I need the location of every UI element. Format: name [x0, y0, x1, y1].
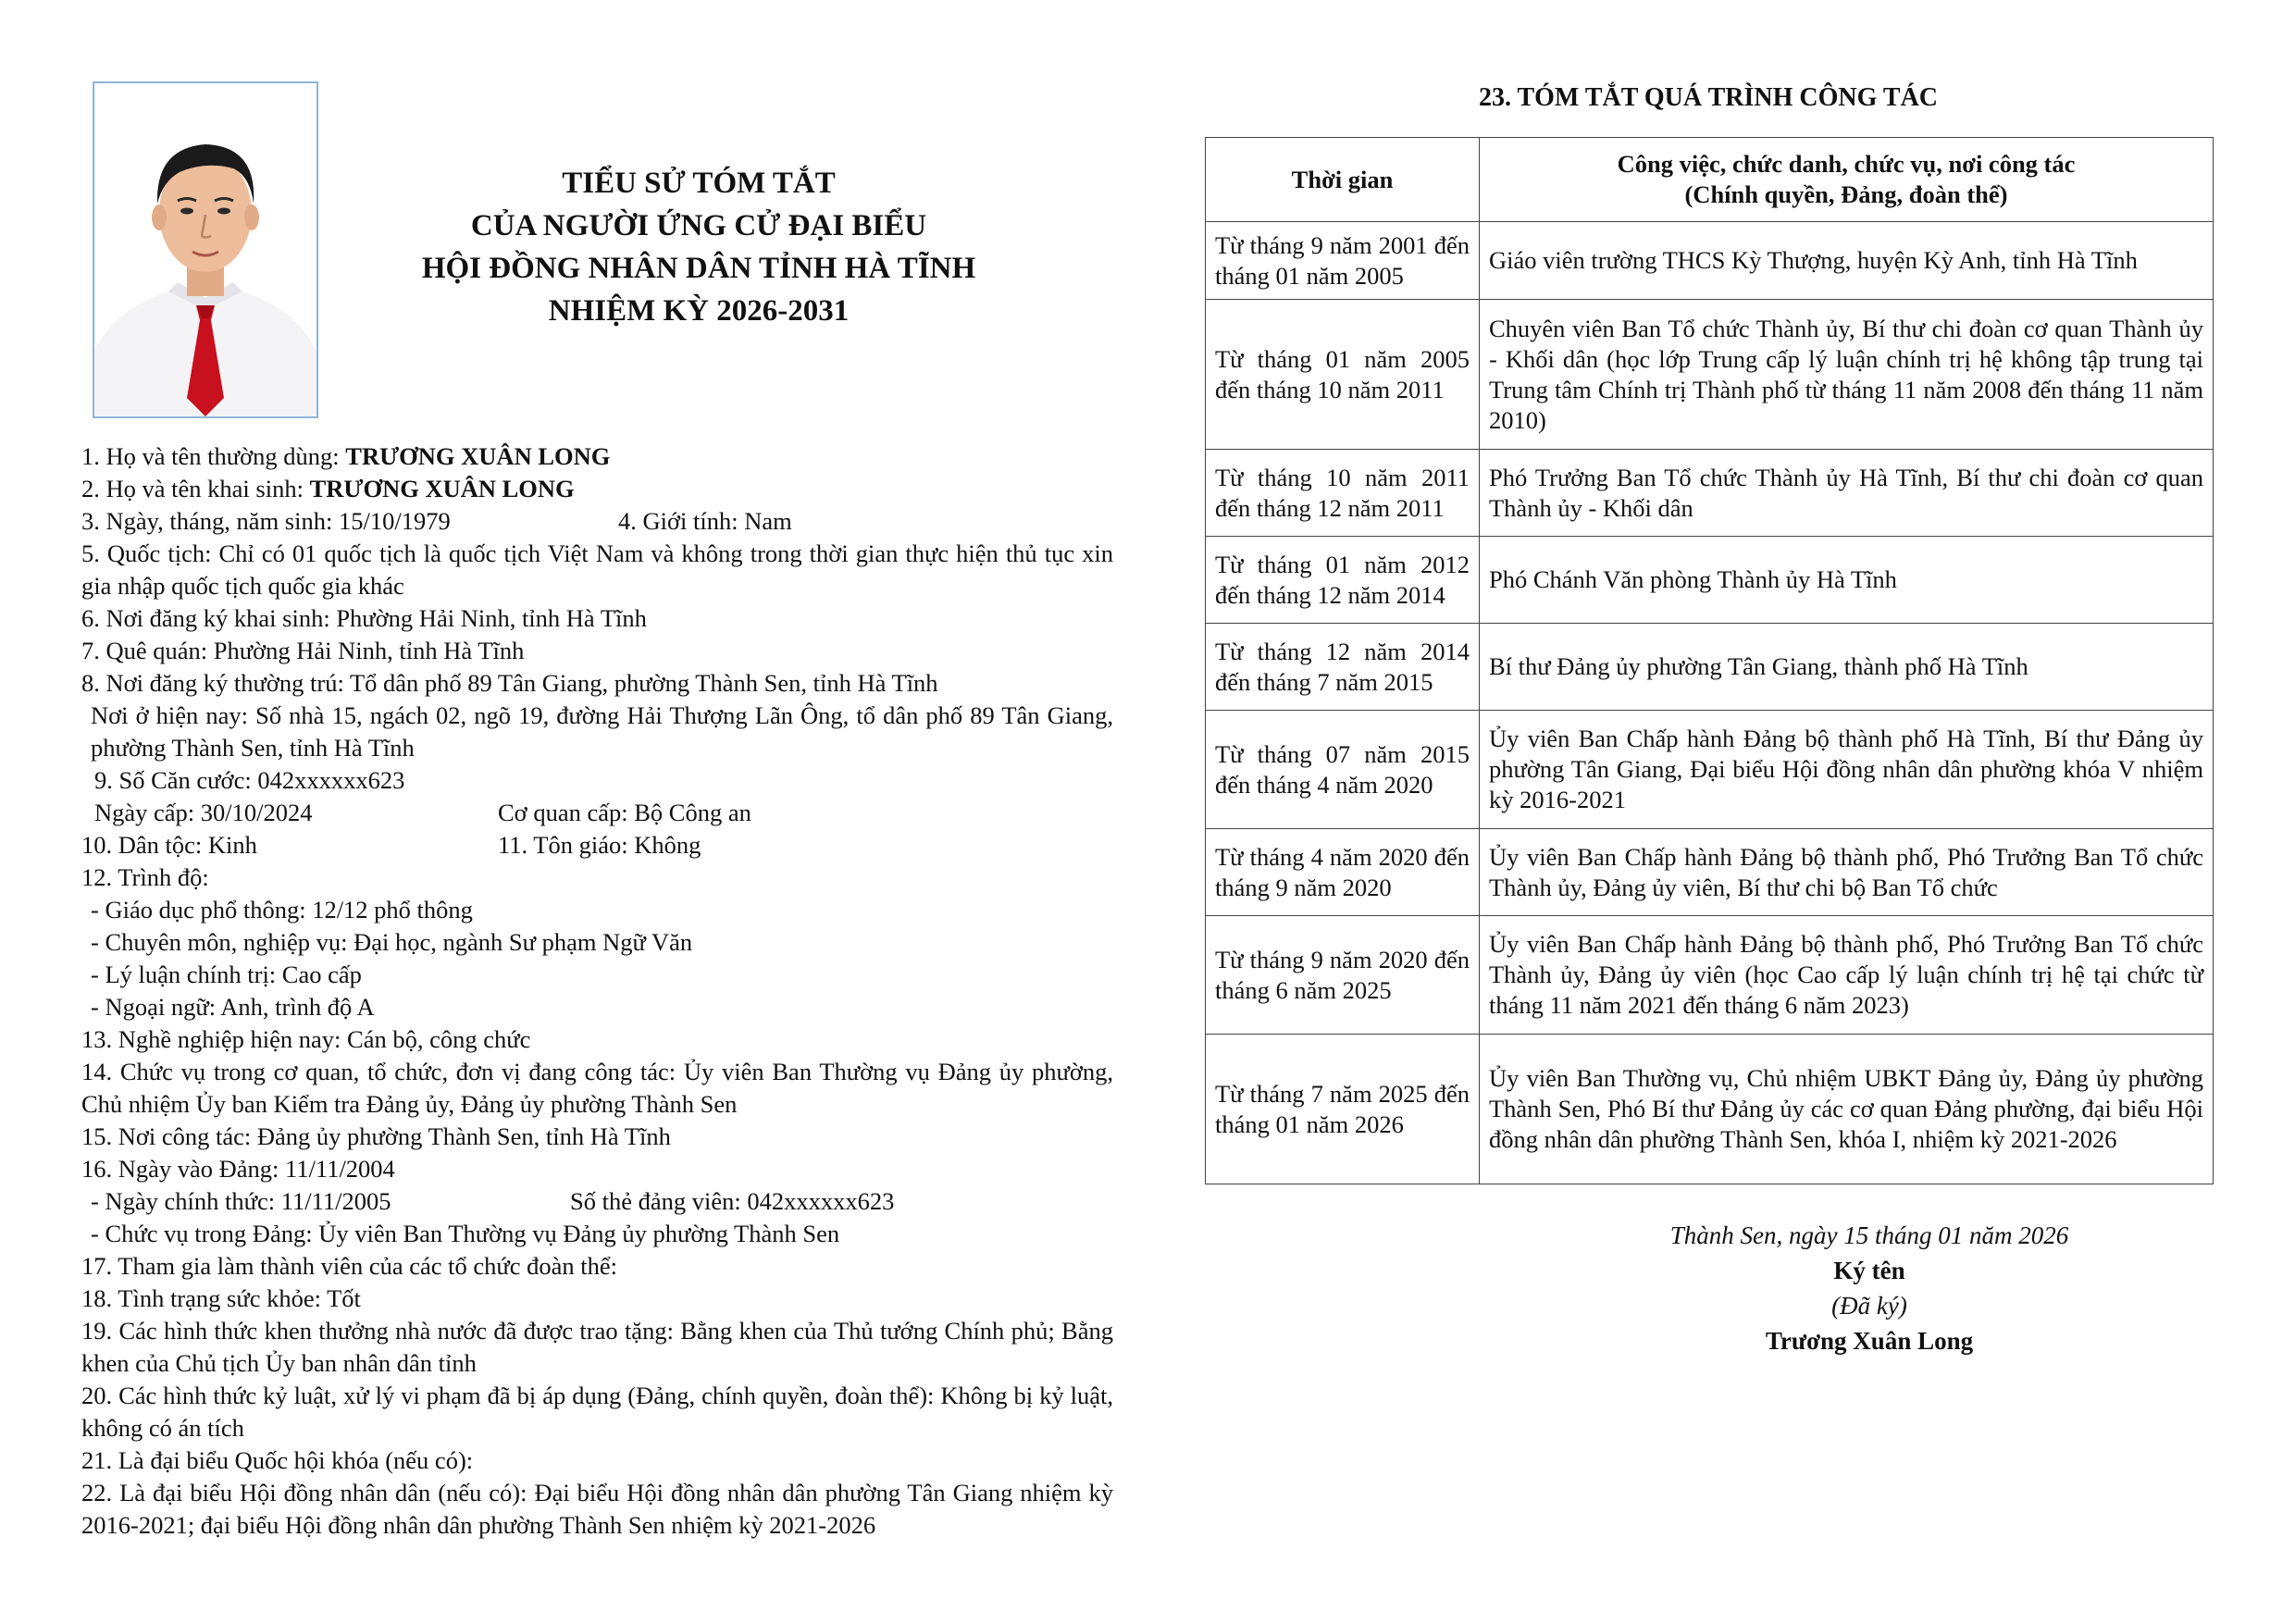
bio-line-current-residence: Nơi ở hiện nay: Số nhà 15, ngách 02, ngõ 19, đường Hải Thượng Lãn Ông, tổ dân phố 89 Tân Giang, phường Thành Sen, tỉnh Hà Tĩnh — [91, 701, 1113, 762]
bio-line-birth-registration: 6. Nơi đăng ký khai sinh: Phường Hải Ninh, tỉnh Hà Tĩnh — [81, 604, 647, 632]
bio-line-peoples-council: 22. Là đại biểu Hội đồng nhân dân (nếu có): Đại biểu Hội đồng nhân dân phường Tân Giang nhiệm kỳ 2016-2021; đại biểu Hội đồng nhân dân phường Thành Sen nhiệm kỳ 2021-2026 — [81, 1479, 1113, 1539]
career-time-cell: Từ tháng 01 năm 2012 đến tháng 12 năm 2014 — [1206, 537, 1480, 624]
bio-line-health: 18. Tình trạng sức khỏe: Tốt — [81, 1284, 361, 1312]
bio-line-position: 14. Chức vụ trong cơ quan, tổ chức, đơn vị đang công tác: Ủy viên Ban Thường vụ Đảng ủy phường, Chủ nhiệm Ủy ban Kiểm tra Đảng ủy, Đảng ủy phường Thành Sen — [81, 1058, 1113, 1118]
signer-name: Trương Xuân Long — [1765, 1327, 1974, 1355]
signature-block — [1573, 1218, 2165, 1358]
career-time-cell: Từ tháng 9 năm 2001 đến tháng 01 năm 2005 — [1206, 222, 1480, 300]
career-job-cell: Ủy viên Ban Chấp hành Đảng bộ thành phố, Phó Trưởng Ban Tổ chức Thành ủy, Đảng ủy viên (học Cao cấp lý luận chính trị hệ tại chức từ tháng 11 năm 2021 đến tháng 6 năm 2023) — [1480, 916, 2214, 1035]
bio-line-dob-gender — [81, 505, 1113, 538]
bio-value: TRƯƠNG XUÂN LONG — [309, 475, 575, 502]
biography-section — [81, 440, 1113, 1542]
bio-party-official-date: - Ngày chính thức: 11/11/2005 — [91, 1187, 391, 1215]
career-time-cell: Từ tháng 01 năm 2005 đến tháng 10 năm 2011 — [1206, 300, 1480, 450]
column-header-job — [1480, 138, 2214, 222]
table-row — [1206, 537, 2214, 624]
table-row — [1206, 1035, 2214, 1184]
bio-gender: 4. Giới tính: Nam — [618, 507, 792, 535]
bio-ethnicity: 10. Dân tộc: Kinh — [81, 831, 257, 859]
table-row — [1206, 300, 2214, 450]
career-section-title: 23. TÓM TẮT QUÁ TRÌNH CÔNG TÁC — [1478, 83, 1939, 112]
place-date: Thành Sen, ngày 15 tháng 01 năm 2026 — [1669, 1221, 2069, 1249]
bio-line-party-position: - Chức vụ trong Đảng: Ủy viên Ban Thường vụ Đảng ủy phường Thành Sen — [91, 1220, 840, 1247]
career-time-cell: Từ tháng 9 năm 2020 đến tháng 6 năm 2025 — [1206, 916, 1480, 1035]
candidate-photo — [93, 81, 318, 418]
bio-line-common-name — [81, 440, 1113, 473]
career-job-cell: Ủy viên Ban Chấp hành Đảng bộ thành phố Hà Tĩnh, Bí thư Đảng ủy phường Tân Giang, Đại biểu Hội đồng nhân dân phường khóa V nhiệm kỳ 2016-2021 — [1480, 711, 2214, 829]
career-time-cell: Từ tháng 7 năm 2025 đến tháng 01 năm 2026 — [1206, 1035, 1480, 1184]
bio-label: 2. Họ và tên khai sinh: — [81, 475, 310, 502]
sign-label: Ký tên — [1833, 1257, 1905, 1284]
career-job-cell: Ủy viên Ban Thường vụ, Chủ nhiệm UBKT Đảng ủy, Đảng ủy phường Thành Sen, Phó Bí thư Đảng ủy các cơ quan Đảng phường, đại biểu Hội đồng nhân dân phường Thành Sen, khóa I, nhiệm kỳ 2021-2026 — [1480, 1035, 2214, 1184]
signed-note: (Đã ký) — [1831, 1292, 1907, 1320]
bio-line-permanent-residence: 8. Nơi đăng ký thường trú: Tổ dân phố 89 Tân Giang, phường Thành Sen, tỉnh Hà Tĩnh — [81, 669, 938, 697]
column-header-job-line: Công việc, chức danh, chức vụ, nơi công tác — [1617, 150, 2076, 178]
table-row — [1206, 829, 2214, 916]
bio-line-awards: 19. Các hình thức khen thưởng nhà nước đã được trao tặng: Bằng khen của Thủ tướng Chính phủ; Bằng khen của Chủ tịch Ủy ban nhân dân tỉnh — [81, 1317, 1113, 1377]
bio-line-occupation: 13. Nghề nghiệp hiện nay: Cán bộ, công chức — [81, 1025, 531, 1053]
bio-line-hometown: 7. Quê quán: Phường Hải Ninh, tỉnh Hà Tĩnh — [81, 637, 525, 664]
title-line: NHIỆM KỲ 2026-2031 — [548, 294, 850, 328]
bio-dob: 3. Ngày, tháng, năm sinh: 15/10/1979 — [81, 507, 451, 535]
bio-line-discipline: 20. Các hình thức kỷ luật, xử lý vi phạm đã bị áp dụng (Đảng, chính quyền, đoàn thể): Không bị kỷ luật, không có án tích — [81, 1382, 1113, 1442]
bio-line-organizations: 17. Tham gia làm thành viên của các tổ chức đoàn thể: — [81, 1252, 618, 1280]
career-table-header — [1206, 138, 2214, 222]
table-row — [1206, 711, 2214, 829]
career-time-cell: Từ tháng 4 năm 2020 đến tháng 9 năm 2020 — [1206, 829, 1480, 916]
bio-line-general-education: - Giáo dục phổ thông: 12/12 phổ thông — [91, 896, 473, 924]
bio-id-issue-date: Ngày cấp: 30/10/2024 — [94, 799, 313, 826]
bio-label: 1. Họ và tên thường dùng: — [81, 442, 346, 470]
title-line: TIỂU SỬ TÓM TẮT — [562, 167, 836, 200]
bio-line-profession: - Chuyên môn, nghiệp vụ: Đại học, ngành Sư phạm Ngữ Văn — [91, 928, 693, 956]
bio-line-nationality: 5. Quốc tịch: Chỉ có 01 quốc tịch là quốc tịch Việt Nam và không trong thời gian thực hiện thủ tục xin gia nhập quốc tịch quốc gia khác — [81, 539, 1113, 600]
bio-party-card: Số thẻ đảng viên: 042xxxxxx623 — [570, 1187, 895, 1215]
table-row — [1206, 450, 2214, 537]
bio-line-political-theory: - Lý luận chính trị: Cao cấp — [91, 961, 362, 988]
document-title — [370, 162, 1027, 332]
career-time-cell: Từ tháng 10 năm 2011 đến tháng 12 năm 2011 — [1206, 450, 1480, 537]
bio-line-ethnicity-religion — [81, 829, 1113, 862]
bio-line-education: 12. Trình độ: — [81, 863, 209, 891]
career-job-cell: Phó Chánh Văn phòng Thành ủy Hà Tĩnh — [1480, 537, 2214, 624]
bio-line-workplace: 15. Nơi công tác: Đảng ủy phường Thành Sen, tỉnh Hà Tĩnh — [81, 1122, 671, 1150]
table-row — [1206, 222, 2214, 300]
bio-religion: 11. Tôn giáo: Không — [498, 831, 701, 859]
career-job-cell: Ủy viên Ban Chấp hành Đảng bộ thành phố, Phó Trưởng Ban Tổ chức Thành ủy, Đảng ủy viên, Bí thư chi bộ Ban Tổ chức — [1480, 829, 2214, 916]
column-header-time: Thời gian — [1206, 138, 1480, 222]
bio-id-issuer: Cơ quan cấp: Bộ Công an — [498, 799, 751, 826]
career-job-cell: Giáo viên trường THCS Kỳ Thượng, huyện Kỳ Anh, tỉnh Hà Tĩnh — [1480, 222, 2214, 300]
bio-line-national-assembly: 21. Là đại biểu Quốc hội khóa (nếu có): — [81, 1446, 474, 1474]
bio-line-birth-name — [81, 473, 1113, 505]
table-row — [1206, 624, 2214, 711]
title-line: HỘI ĐỒNG NHÂN DÂN TỈNH HÀ TĨNH — [421, 252, 976, 285]
bio-line-id-number: 9. Số Căn cước: 042xxxxxx623 — [94, 766, 405, 794]
bio-line-party-join-date: 16. Ngày vào Đảng: 11/11/2004 — [81, 1155, 395, 1183]
table-row — [1206, 916, 2214, 1035]
career-job-cell: Phó Trưởng Ban Tổ chức Thành ủy Hà Tĩnh, Bí thư chi đoàn cơ quan Thành ủy - Khối dân — [1480, 450, 2214, 537]
career-time-cell: Từ tháng 12 năm 2014 đến tháng 7 năm 2015 — [1206, 624, 1480, 711]
career-table — [1205, 137, 2214, 1184]
portrait-illustration — [94, 83, 316, 416]
bio-line-party-official — [81, 1185, 1113, 1218]
career-time-cell: Từ tháng 07 năm 2015 đến tháng 4 năm 2020 — [1206, 711, 1480, 829]
career-job-cell: Bí thư Đảng ủy phường Tân Giang, thành phố Hà Tĩnh — [1480, 624, 2214, 711]
bio-line-id-issue — [81, 797, 1113, 829]
title-line: CỦA NGƯỜI ỨNG CỬ ĐẠI BIỂU — [470, 209, 927, 242]
column-header-job-subline: (Chính quyền, Đảng, đoàn thể) — [1684, 180, 2008, 208]
career-job-cell: Chuyên viên Ban Tổ chức Thành ủy, Bí thư chi đoàn cơ quan Thành ủy - Khối dân (học lớp Trung cấp lý luận chính trị hệ không tập trung tại Trung tâm Chính trị Thành phố từ tháng 11 năm 2008 đến tháng 11 năm 2010) — [1480, 300, 2214, 450]
bio-line-foreign-language: - Ngoại ngữ: Anh, trình độ A — [91, 993, 375, 1021]
career-table-body — [1206, 222, 2214, 1184]
bio-value: TRƯƠNG XUÂN LONG — [345, 442, 611, 470]
